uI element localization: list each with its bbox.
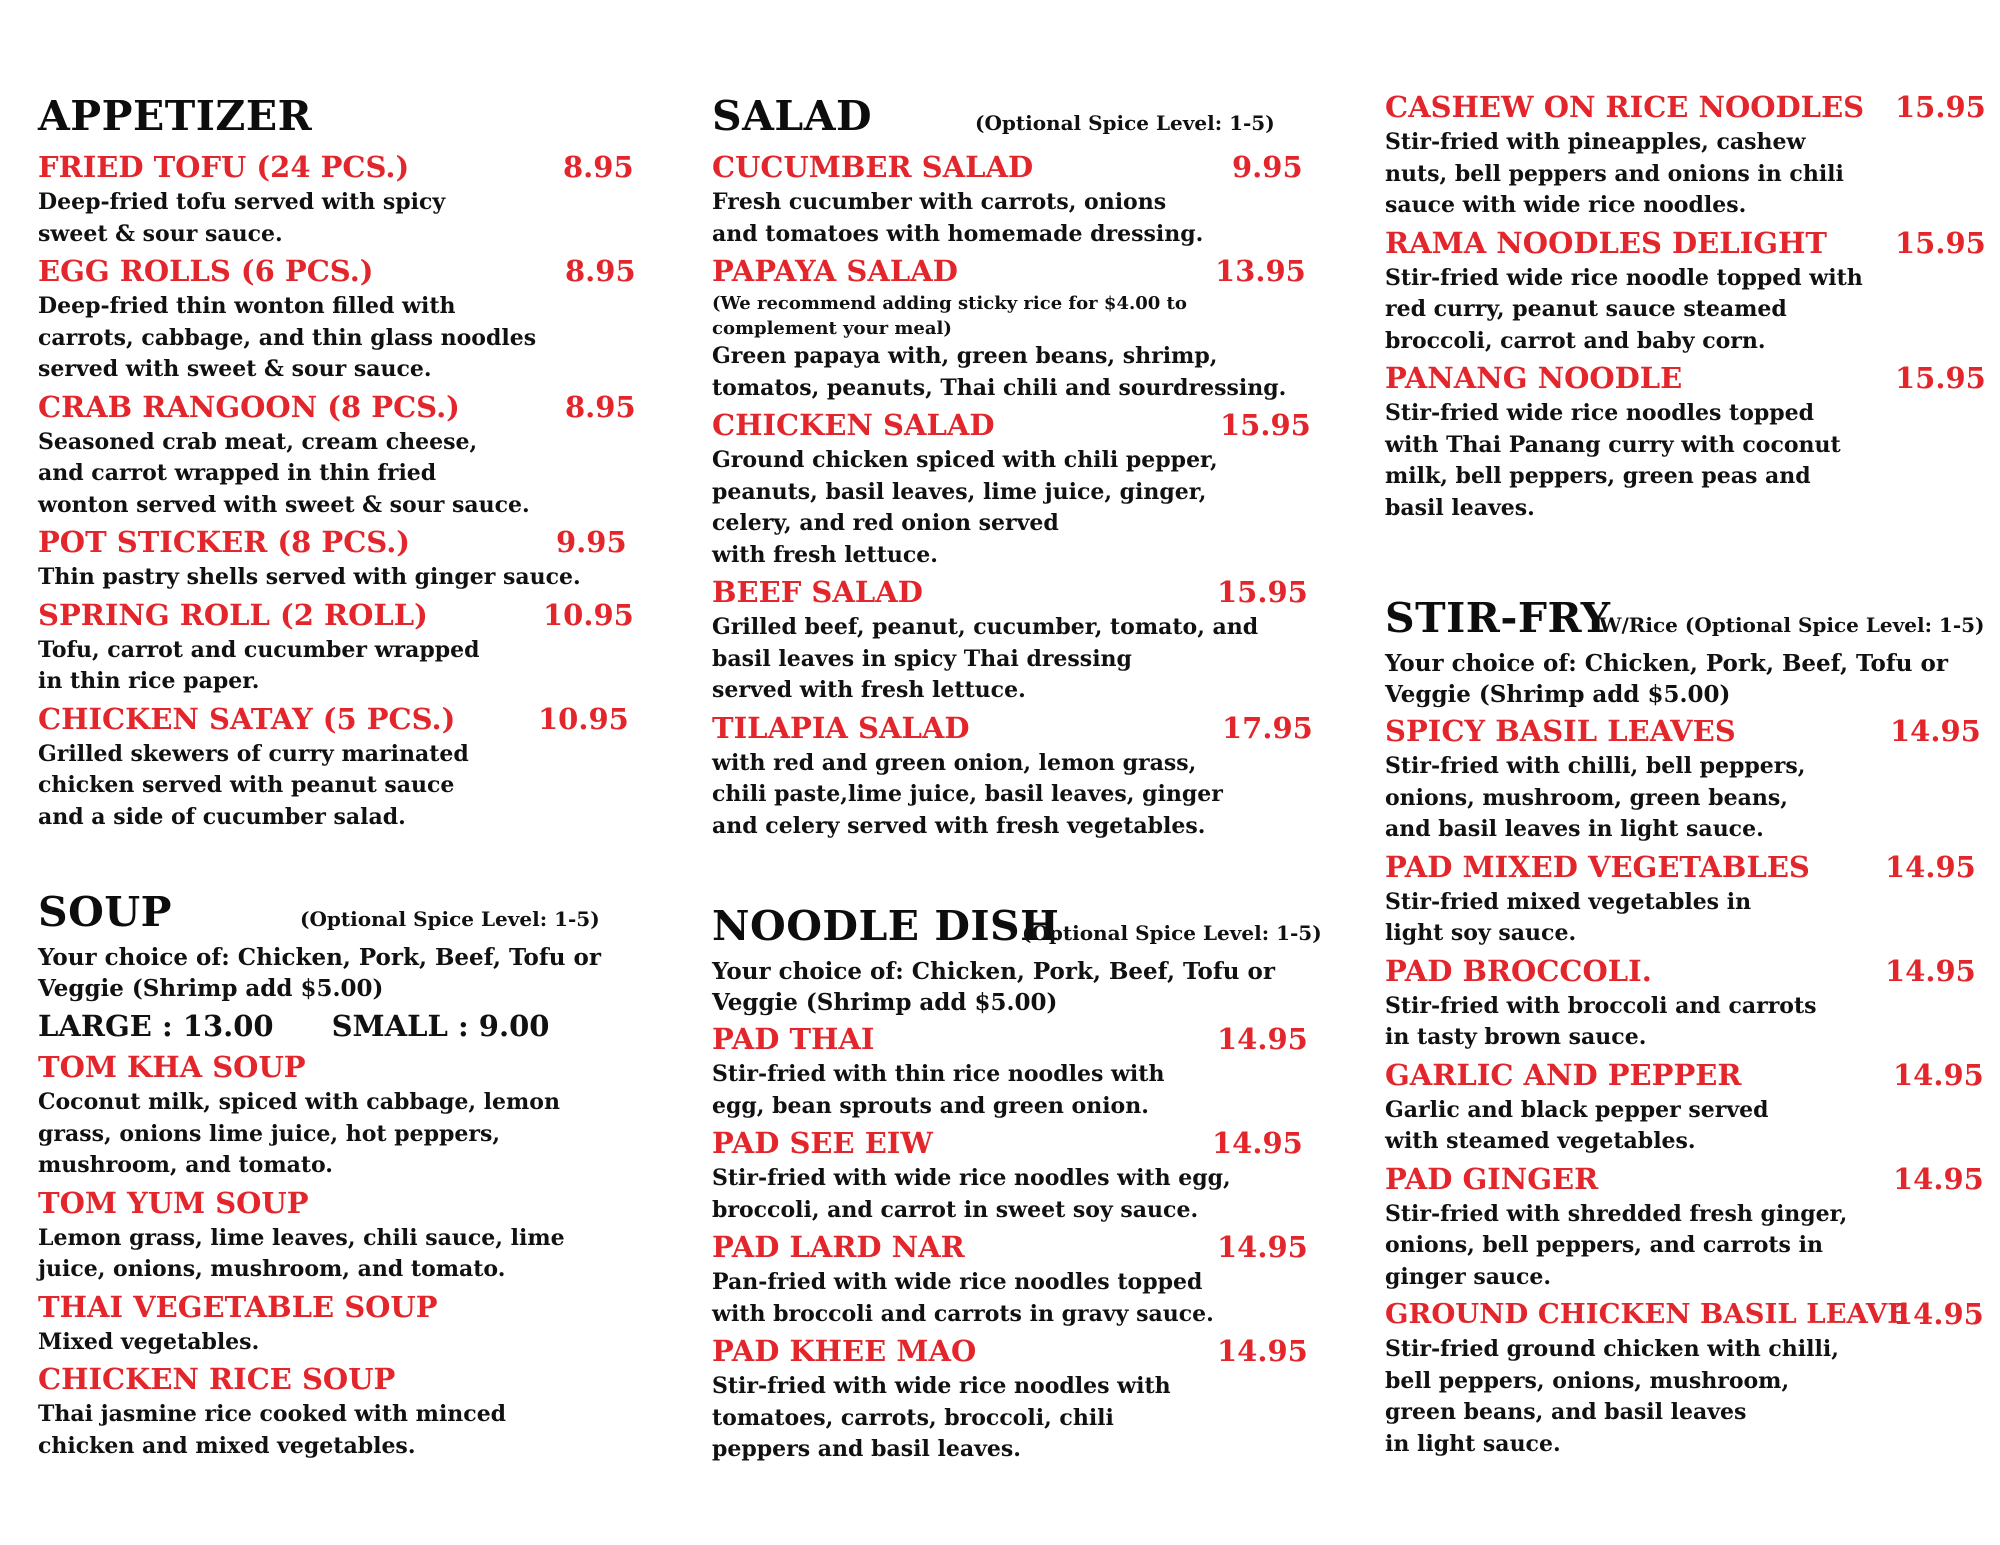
item-recommendation: (We recommend adding sticky rice for $4.00 to complement your meal) <box>712 293 1187 339</box>
item-description: Stir-fried with broccoli and carrots in tasty brown sauce. <box>1385 992 1817 1050</box>
soup-sizes <box>38 1006 638 1046</box>
stirfry-header <box>1385 594 1985 648</box>
item-description: Pan-fried with wide rice noodles topped with broccoli and carrots in gravy sauce. <box>712 1269 1214 1327</box>
soup-spice-note: (Optional Spice Level: 1-5) <box>300 907 600 931</box>
noodle-spice-note: (Optional Spice Level: 1-5) <box>1022 921 1322 945</box>
item-description: Seasoned crab meat, cream cheese, and carrot wrapped in thin fried wonton served with sweet & sour sauce. <box>38 428 530 518</box>
item-name: SPRING ROLL (2 ROLL) <box>38 597 428 632</box>
item-description: Stir-fried with chilli, bell peppers, onions, mushroom, green beans, and basil leaves in light sauce. <box>1385 753 1806 842</box>
menu-item <box>1385 849 1985 950</box>
item-name: GARLIC AND PEPPER <box>1385 1057 1742 1092</box>
item-description: Thai jasmine rice cooked with minced chicken and mixed vegetables. <box>38 1401 507 1459</box>
menu-item <box>38 524 638 594</box>
item-description: Stir-fried with shredded fresh ginger, onions, bell peppers, and carrots in ginger sauce. <box>1385 1200 1848 1290</box>
menu-item <box>38 597 638 698</box>
item-name: CASHEW ON RICE NOODLES <box>1385 90 1865 124</box>
soup-items <box>38 1049 638 1462</box>
item-description: Mixed vegetables. <box>38 1328 260 1355</box>
item-name: PAPAYA SALAD <box>712 254 958 288</box>
item-name: GROUND CHICKEN BASIL LEAVE <box>1385 1298 1909 1330</box>
menu-item <box>1385 225 1985 358</box>
item-price: 15.95 <box>1217 575 1308 609</box>
item-name: RAMA NOODLES DELIGHT <box>1385 225 1827 260</box>
menu-item <box>1385 1057 1985 1158</box>
item-name: TOM YUM SOUP <box>38 1185 309 1220</box>
item-name: EGG ROLLS (6 PCS.) <box>38 254 374 288</box>
item-name: PAD MIXED VEGETABLES <box>1385 849 1810 884</box>
menu-item <box>712 710 1312 843</box>
item-price: 9.95 <box>556 525 627 559</box>
noodle-choice: Your choice of: Chicken, Pork, Beef, Tofu or Veggie (Shrimp add $5.00) <box>712 958 1275 1016</box>
item-description: Green papaya with, green beans, shrimp, tomatos, peanuts, Thai chili and sourdressing. <box>712 343 1287 401</box>
item-price: 9.95 <box>1232 150 1303 184</box>
menu-item <box>1385 713 1985 846</box>
stirfry-title: STIR-FRY <box>1385 594 1611 642</box>
item-name: PAD THAI <box>712 1022 875 1056</box>
item-name: POT STICKER (8 PCS.) <box>38 525 411 559</box>
item-price: 15.95 <box>1895 361 1986 395</box>
item-price: 8.95 <box>565 254 636 288</box>
item-description: Stir-fried ground chicken with chilli, bell peppers, onions, mushroom, green beans, and basil leaves in light sauce. <box>1385 1336 1839 1457</box>
noodle-items <box>712 1021 1312 1466</box>
item-price: 8.95 <box>563 150 634 184</box>
menu-item <box>1385 953 1985 1054</box>
soup-large-price: LARGE : 13.00 <box>38 1009 274 1043</box>
item-description: Stir-fried wide rice noodle topped with red curry, peanut sauce steamed broccoli, carrot and baby corn. <box>1385 264 1863 354</box>
item-description: Stir-fried with wide rice noodles with egg, broccoli, and carrot in sweet soy sauce. <box>712 1165 1231 1223</box>
item-name: CHICKEN RICE SOUP <box>38 1362 396 1396</box>
menu-item <box>38 389 638 522</box>
item-price: 14.95 <box>1212 1126 1303 1160</box>
noodle-continued-section <box>1385 89 1985 524</box>
item-price: 14.95 <box>1217 1230 1308 1264</box>
item-description: Stir-fried with pineapples, cashew nuts, bell peppers and onions in chili sauce with wide rice noodles. <box>1385 129 1844 218</box>
item-price: 13.95 <box>1215 254 1306 288</box>
menu-item <box>1385 89 1985 222</box>
salad-section <box>712 92 1312 842</box>
noodle-continued-items <box>1385 89 1985 524</box>
item-name: PANANG NOODLE <box>1385 361 1683 395</box>
menu-item <box>712 253 1312 404</box>
menu-item <box>1385 1296 1985 1460</box>
item-description: Stir-fried with thin rice noodles with egg, bean sprouts and green onion. <box>712 1061 1165 1119</box>
appetizer-header <box>38 92 638 146</box>
menu-item <box>712 149 1312 250</box>
item-description: Coconut milk, spiced with cabbage, lemon grass, onions lime juice, hot peppers, mushroom, and tomato. <box>38 1089 560 1178</box>
item-price: 14.95 <box>1885 953 1976 988</box>
soup-choice: Your choice of: Chicken, Pork, Beef, Tofu or Veggie (Shrimp add $5.00) <box>38 944 601 1002</box>
noodle-header <box>712 902 1322 956</box>
item-price: 15.95 <box>1895 225 1986 260</box>
item-description: Ground chicken spiced with chili pepper, peanuts, basil leaves, lime juice, ginger, celery, and red onion served with fresh lettuce. <box>712 447 1218 568</box>
item-price: 14.95 <box>1890 714 1981 748</box>
menu-item <box>38 1049 638 1182</box>
menu-item <box>712 1229 1312 1330</box>
menu-item <box>38 1289 638 1359</box>
item-description: Stir-fried mixed vegetables in light soy sauce. <box>1385 888 1752 946</box>
item-description: Stir-fried wide rice noodles topped with Thai Panang curry with coconut milk, bell peppers, green peas and basil leaves. <box>1385 400 1841 521</box>
menu-item <box>38 149 638 250</box>
item-name: TOM KHA SOUP <box>38 1050 306 1084</box>
item-name: PAD KHEE MAO <box>712 1334 977 1368</box>
item-price: 14.95 <box>1893 1057 1984 1092</box>
item-price: 17.95 <box>1222 710 1313 745</box>
item-name: SPICY BASIL LEAVES <box>1385 714 1736 748</box>
menu-item <box>712 407 1312 571</box>
item-name: CUCUMBER SALAD <box>712 150 1034 184</box>
item-description: Garlic and black pepper served with steamed vegetables. <box>1385 1096 1769 1154</box>
menu-item <box>38 1361 638 1462</box>
stirfry-items <box>1385 713 1985 1460</box>
item-description: Fresh cucumber with carrots, onions and tomatoes with homemade dressing. <box>712 189 1204 247</box>
item-description: Grilled skewers of curry marinated chicken served with peanut sauce and a side of cucumber salad. <box>38 740 469 830</box>
menu-item <box>38 1185 638 1286</box>
salad-title: SALAD <box>712 92 873 140</box>
salad-items <box>712 149 1312 842</box>
item-price: 10.95 <box>538 701 629 736</box>
appetizer-title: APPETIZER <box>38 92 313 140</box>
item-name: CHICKEN SALAD <box>712 408 995 442</box>
item-price: 15.95 <box>1895 90 1986 124</box>
stirfry-choice: Your choice of: Chicken, Pork, Beef, Tofu or Veggie (Shrimp add $5.00) <box>1385 650 1948 708</box>
appetizer-section <box>38 92 638 833</box>
menu-item <box>1385 360 1985 524</box>
item-price: 14.95 <box>1885 849 1976 884</box>
menu-item <box>712 1333 1312 1466</box>
item-description: Deep-fried tofu served with spicy sweet & sour sauce. <box>38 189 446 247</box>
item-price: 10.95 <box>543 597 634 632</box>
item-price: 8.95 <box>565 389 636 424</box>
item-description: with red and green onion, lemon grass, chili paste,lime juice, basil leaves, ginger and celery served with fresh vegetables. <box>712 749 1223 839</box>
item-price: 14.95 <box>1893 1297 1984 1331</box>
salad-spice-note: (Optional Spice Level: 1-5) <box>975 111 1275 135</box>
item-description: Thin pastry shells served with ginger sauce. <box>38 564 581 590</box>
item-price: 14.95 <box>1217 1022 1308 1056</box>
appetizer-items <box>38 149 638 833</box>
item-name: CRAB RANGOON (8 PCS.) <box>38 389 460 424</box>
soup-section <box>38 888 638 1462</box>
item-price: 15.95 <box>1220 408 1311 442</box>
salad-header <box>712 92 1312 146</box>
stirfry-spice-note: W/Rice (Optional Spice Level: 1-5) <box>1599 613 1985 637</box>
noodle-title: NOODLE DISH <box>712 902 1060 950</box>
item-price: 14.95 <box>1893 1161 1984 1196</box>
soup-small-price: SMALL : 9.00 <box>331 1009 550 1043</box>
item-name: THAI VEGETABLE SOUP <box>38 1289 438 1324</box>
soup-header <box>38 888 638 942</box>
menu-item <box>1385 1161 1985 1294</box>
item-description: Stir-fried with wide rice noodles with tomatoes, carrots, broccoli, chili peppers and basil leaves. <box>712 1373 1171 1462</box>
item-name: PAD LARD NAR <box>712 1230 965 1264</box>
noodle-section <box>712 902 1322 1466</box>
item-name: BEEF SALAD <box>712 575 923 609</box>
menu-item <box>38 701 638 834</box>
item-name: CHICKEN SATAY (5 PCS.) <box>38 701 456 736</box>
item-description: Tofu, carrot and cucumber wrapped in thin rice paper. <box>38 636 480 694</box>
item-name: FRIED TOFU (24 PCS.) <box>38 150 410 184</box>
item-name: PAD BROCCOLI. <box>1385 953 1652 988</box>
item-name: PAD GINGER <box>1385 1161 1599 1196</box>
stirfry-section <box>1385 594 1985 1460</box>
item-description: Lemon grass, lime leaves, chili sauce, lime juice, onions, mushroom, and tomato. <box>38 1224 565 1282</box>
menu-item <box>38 253 638 386</box>
menu-item <box>712 574 1312 707</box>
item-description: Deep-fried thin wonton filled with carrots, cabbage, and thin glass noodles served with sweet & sour sauce. <box>38 293 537 382</box>
item-name: TILAPIA SALAD <box>712 710 970 745</box>
item-description: Grilled beef, peanut, cucumber, tomato, and basil leaves in spicy Thai dressing served with fresh lettuce. <box>712 614 1259 703</box>
menu-item <box>712 1125 1312 1226</box>
item-price: 14.95 <box>1217 1334 1308 1368</box>
soup-title: SOUP <box>38 888 172 936</box>
item-name: PAD SEE EIW <box>712 1126 933 1160</box>
menu-item <box>712 1021 1312 1122</box>
